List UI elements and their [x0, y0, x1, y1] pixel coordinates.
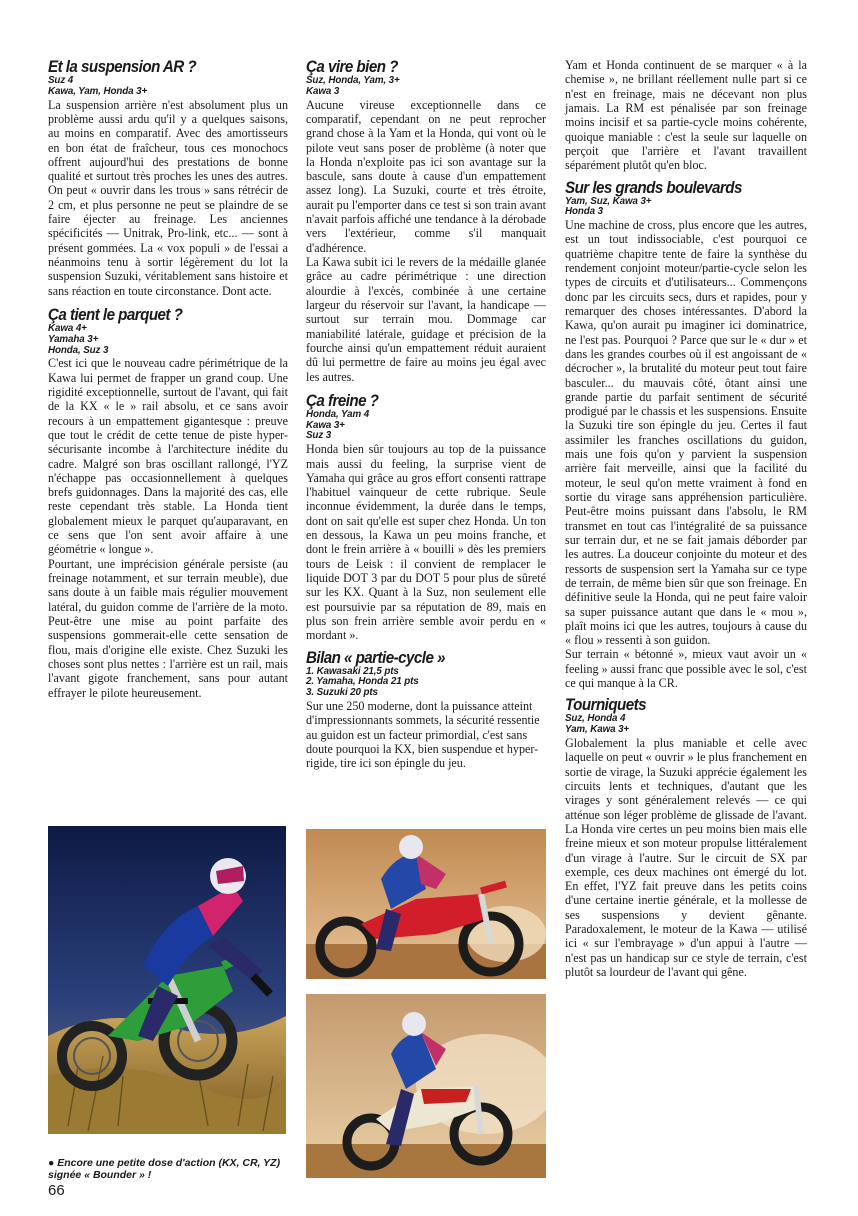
section-title: Ça vire bien ?: [306, 58, 398, 76]
score-line: Yamaha 3+: [48, 333, 99, 345]
paragraph: Globalement la plus maniable et celle avec laquelle on peut « ouvrir » le plus franchement en sortie de virage, la Suzuki apprécie également les circuits lents et techniques, d'autant que les virages y sont généralement relevés — ce qui atténue son léger problème de glissade de l'avant. La Honda vire certes un peu moins bien mais elle freine mieux et son moteur propulse littéralement d'un virage à l'autre. Sur le circuit de SX par exemple, ces deux machines ont émergé du lot. En effet, l'YZ fait preuve dans les petits coins d'une certaine inertie générale, et la mollesse de ses suspensions y devient gênante. Paradoxalement, le moteur de la Kawa — utilisé ici « sur l'embrayage » d'un appui à l'autre — n'est pas un handicap sur ce style de terrain, c'est plutôt sa lourdeur de l'avant qui gêne.: [565, 736, 807, 979]
score-line: Honda, Yam 4: [306, 408, 370, 420]
photo-cr-rider: [306, 829, 546, 979]
score-line: Suz 4: [48, 75, 74, 86]
section-title: Ça freine ?: [306, 391, 379, 410]
score-line: Kawa 3: [306, 85, 340, 97]
score-line: Kawa 4+: [48, 322, 87, 334]
section-title: Tourniquets: [565, 696, 647, 715]
score-line: Honda 3: [565, 206, 603, 218]
score-line: Suz, Honda 4: [565, 713, 626, 725]
motocross-rider-photo-icon: [306, 994, 546, 1178]
column-3: [565, 58, 807, 979]
column-1: [48, 58, 288, 700]
photo-yz-rider: [306, 994, 546, 1178]
column-2: [306, 58, 546, 771]
section-title: Bilan « partie-cycle »: [306, 648, 445, 667]
score-line: Suz 3: [306, 430, 332, 442]
score-line: 3. Suzuki 20 pts: [306, 687, 378, 699]
paragraph: Yam et Honda continuent de se marquer « à la chemise », ne brillant réellement nulle part si ce n'est en freinage, mais ne décevant non plus jamais. La RM est pénalisée par son freinage moins incisif et sa partie-cycle moins cohérente, quoique maniable : c'est la seule sur laquelle on perçoit que l'arrière et l'avant travaillent séparément plutôt qu'en bloc.: [565, 58, 807, 173]
score-line: 2. Yamaha, Honda 21 pts: [306, 676, 419, 688]
score-line: Kawa, Yam, Honda 3+: [48, 85, 148, 97]
score-line: Yam, Suz, Kawa 3+: [565, 195, 652, 207]
photo-kx-rider: [48, 826, 286, 1134]
paragraph: Honda bien sûr toujours au top de la puissance mais aussi du feeling, la surprise vient de Yamaha qui grâce au gros effort consenti rattrape l'habituel vainqueur de cette rubrique. Seule inconnue évidemment, la durée dans le temps, dont on sait qu'elle est super chez Honda. Un ton en dessous, la Kawa un peu moins franche, et dont le frein arrière à « bouilli » dès les premiers tours de Leisk : il convient de remplacer le liquide DOT 3 par du DOT 5 pour plus de sûreté sur les KX. Quant à la Suz, non seulement elle est poursuivie par sa réputation de 89, mais en plus son frein arrière semble avoir perdu en « mordant ».: [306, 442, 546, 643]
paragraph: Aucune vireuse exceptionnelle dans ce comparatif, cependant on ne peut reprocher grand chose à la Yam et la Honda, qui vont où le pilote veut sans poser de problème (à noter que la Honda n'exploite pas ici son avantage sur la bascule, sans doute à cause d'un empattement assez long). La Suzuki, courte et très étroite, aurait pu l'emporter dans ce test si son train avant n'avait parfois affiché une tendance à la dérobade vers l'extérieur, comme s'il manquait d'adhérence.: [306, 97, 546, 255]
score-line: Kawa 3+: [306, 419, 345, 431]
paragraph: Sur terrain « bétonné », mieux vaut avoir un « feeling » aussi franc que possible avec le sol, c'est ce qui manque à la CR.: [565, 647, 807, 691]
paragraph: C'est ici que le nouveau cadre périmétrique de la Kawa lui permet de frapper un grand coup. Une rigidité exceptionnelle, surtout de l'avant, qui fait de la KX « le » rail absolu, et ce sans avoir recours à un empattement gigantesque : preuve que tout le crédit de cette tenue de piste hyper-sécurisante incombe à l'architecture inédite du cadre. Malgré son bras oscillant rallongé, l'YZ n'échappe pas occasionnellement à quelques brefs guidonnages. Dans la majorité des cas, elle reste cependant très stable. La Honda tient globalement mieux le parquet qu'auparavant, en ce sens que l'on sent avoir affaire à une géométrie « longue ».: [48, 356, 288, 557]
section-title: Et la suspension AR ?: [48, 58, 197, 76]
score-line: Yam, Kawa 3+: [565, 724, 630, 736]
score-line: Honda, Suz 3: [48, 344, 109, 356]
section-title: Ça tient le parquet ?: [48, 305, 183, 324]
page-number: 66: [48, 1182, 65, 1199]
paragraph: La Kawa subit ici le revers de la médaille glanée grâce au cadre périmétrique : une direction alourdie à l'excès, combinée à une certaine largeur du réservoir sur l'avant, la handicape — surtout sur terrain mou. Dommage car maniabilité latérale, guidage et précision de la fourche ainsi qu'un empattement réduit auraient dû lui permettre de faire au moins jeu égal avec les autres.: [306, 255, 546, 384]
photo-caption: ● Encore une petite dose d'action (KX, CR, YZ) signée « Bounder » !: [48, 1157, 281, 1181]
score-line: Suz, Honda, Yam, 3+: [306, 75, 400, 86]
paragraph: Pourtant, une imprécision générale persiste (au freinage notamment, et sur terrain meuble), due sans doute à un faible mais régulier mouvement latéral, du guidon comme de l'arrière de la moto. Peut-être une mise au point parfaite des suspensions gommerait-elle cette sensation de flou, mais d'origine elle existe. Chez Suzuki les choses sont plus nettes : l'arrière est un rail, mais l'avant gigote franchement, sans pour autant effrayer le pilote heureusement.: [48, 556, 288, 700]
motocross-rider-photo-icon: [48, 826, 286, 1134]
motocross-rider-photo-icon: [306, 829, 546, 979]
paragraph: Une machine de cross, plus encore que les autres, est un tout indissociable, c'est pourquoi ce quatrième chapitre tente de faire la synthèse du rendement conjoint moteur/partie-cycle selon les types de circuits et d'utilisateurs... Commençons donc par les circuits secs, durs et rapides, pour y remarquer des choses intéressantes. D'abord la Kawa, qu'on aurait pu imaginer ici dominatrice, ne l'est pas. Pourquoi ? Parce que sur le « dur » et dans les grandes courbes où il est angoissant de « décrocher », la brutalité du moteur peut tout faire basculer... du mauvais côté, ôtant ainsi une grande partie du parfait sentiment de sécurité prodigué par le chassis et les suspensions. Ensuite la Suzuki tire son épingle du jeu. Certes il faut assimiler les franches oscillations du guidon, mais une fois qu'on y parvient la suspension arrière fait merveille, ainsi que la facilité du moteur, le seul qu'on mette vraiment à fond en sortie du virage sans appréhension particulière. Peut-être moins puissant dans l'absolu, le RM transmet en tout cas l'intégralité de sa puissance sur terrain dur, et ne se fait jamais déborder par les autres. La douceur conjointe du moteur et des ressorts de suspension sert la Yamaha sur ce type de terrain, de même bien sûr que son freinage. En définitive seule la Honda, qui ne peut faire valoir sa super puissance autant que dans le « mou », plaît moins ici que les autres, toujours à cause du « flou » ressenti à son guidon.: [565, 218, 807, 648]
section-title: Sur les grands boulevards: [565, 178, 742, 197]
paragraph: La suspension arrière n'est absolument plus un problème aussi ardu qu'il y a quelques saisons, au moins en comparatif. Avec des amortisseurs en bon état de fraîcheur, tous ces monochocs offrent aujourd'hui des prestations de bonne qualité et surtout très proches les unes des autres. On peut « ouvrir dans les trous » sans rétrécir de 2 cm, et plus personne ne peut se plaindre de se faire éjecter au freinage. Les anciennes spécificités — Unitrak, Pro-link, etc... — sont à présent gommées. La « vox populi » de l'essai a néanmoins tenu à sortir légèrement du lot la suspension Suzuki, véritablement sans histoire et sans réaction en toute circonstance. Dont acte.: [48, 97, 288, 298]
score-line: 1. Kawasaki 21,5 pts: [306, 665, 399, 677]
paragraph: Sur une 250 moderne, dont la puissance atteint d'impressionnants sommets, la sécurité ressentie au guidon est un facteur primordial, c'est sans doute pourquoi la KX, bien suspendue et hyper-rigide, tire ici son épingle du jeu.: [306, 699, 540, 771]
